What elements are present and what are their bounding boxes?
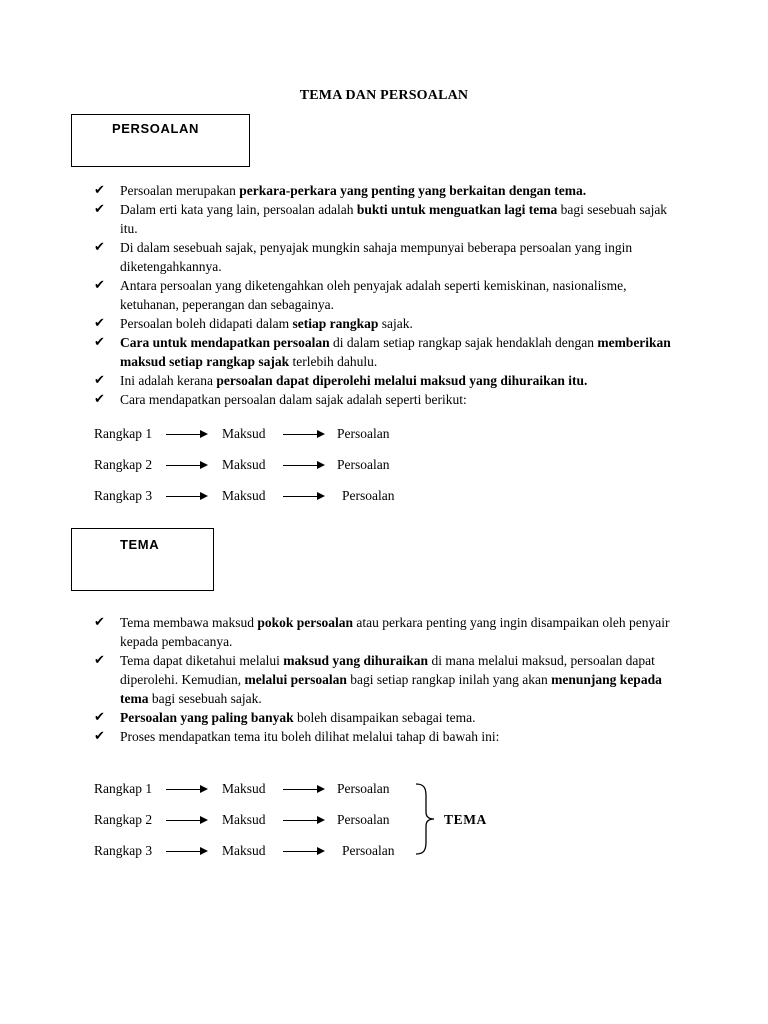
list-item [94,727,684,746]
text: sajak. [378,316,413,331]
text: bagi sesebuah sajak itu. [120,202,668,236]
persoalan-label: Persoalan [337,426,390,441]
list-item [94,333,684,371]
text: Cara mendapatkan persoalan dalam sajak adalah seperti berikut: [120,392,467,407]
arrow-right-icon [166,465,206,466]
text: Dalam erti kata yang lain, persoalan adalah [120,202,357,217]
rangkap-label: Rangkap 2 [94,812,153,827]
checkmark-icon: ✔ [94,392,105,407]
tema-list [94,613,684,746]
page-title: TEMA DAN PERSOALAN [299,88,469,103]
bold-text: melalui persoalan [244,672,347,687]
list-item [94,314,684,333]
rangkap-label: Rangkap 3 [94,488,153,503]
bold-text: Cara untuk mendapatkan persoalan [120,335,330,350]
checkmark-icon: ✔ [94,653,105,668]
rangkap-label: Rangkap 3 [94,843,153,858]
flow-row [94,486,434,506]
persoalan-label: Persoalan [337,812,390,827]
bold-text: maksud yang dihuraikan [283,653,429,668]
arrow-right-icon [166,851,206,852]
text: bagi sesebuah sajak. [148,691,262,706]
text: Ini adalah kerana [120,373,217,388]
flow-row [94,424,434,444]
checkmark-icon: ✔ [94,710,105,725]
checkmark-icon: ✔ [94,278,105,293]
flow-row [94,455,434,475]
persoalan-heading-label: PERSOALAN [112,121,200,136]
rangkap-label: Rangkap 1 [94,781,153,796]
bold-text: Persoalan yang paling banyak [120,710,294,725]
arrow-right-icon [166,820,206,821]
checkmark-icon: ✔ [94,729,105,744]
list-item [94,613,684,651]
checkmark-icon: ✔ [94,615,105,630]
arrow-right-icon [166,496,206,497]
text: Antara persoalan yang diketengahkan oleh penyajak adalah seperti kemiskinan, nasionalisme, ketuhanan, peperangan dan sebagainya. [120,278,627,312]
right-brace-icon [414,782,436,856]
bold-text: persoalan dapat diperolehi melalui maksud yang dihuraikan itu. [216,373,588,388]
maksud-label: Maksud [222,781,266,796]
text: Persoalan boleh didapati dalam [120,316,293,331]
checkmark-icon: ✔ [94,183,105,198]
checkmark-icon: ✔ [94,335,105,350]
arrow-right-icon [283,789,323,790]
flow-row [94,841,434,861]
list-item [94,390,684,409]
arrow-right-icon [166,789,206,790]
bold-text: perkara-perkara yang penting yang berkaitan dengan tema. [239,183,587,198]
persoalan-label: Persoalan [337,457,390,472]
text: Di dalam sesebuah sajak, penyajak mungkin sahaja mempunyai beberapa persoalan yang ingin diketengahkannya. [120,240,633,274]
list-item [94,200,684,238]
arrow-right-icon [283,465,323,466]
list-item [94,276,684,314]
persoalan-heading-box [71,114,250,167]
arrow-right-icon [283,820,323,821]
arrow-right-icon [166,434,206,435]
maksud-label: Maksud [222,843,266,858]
text: Tema dapat diketahui melalui [120,653,284,668]
bold-text: bukti untuk menguatkan lagi tema [356,202,558,217]
persoalan-label: Persoalan [337,781,390,796]
arrow-right-icon [283,851,323,852]
maksud-label: Maksud [222,812,266,827]
text: di dalam setiap rangkap sajak hendaklah dengan [329,335,598,350]
persoalan-label: Persoalan [342,843,395,858]
persoalan-list [94,181,684,409]
flow-row [94,810,434,830]
list-item [94,708,684,727]
bold-text: menunjang kepada tema [120,672,662,706]
rangkap-label: Rangkap 2 [94,457,153,472]
checkmark-icon: ✔ [94,373,105,388]
maksud-label: Maksud [222,426,266,441]
list-item [94,181,684,200]
bold-text: pokok persoalan [257,615,354,630]
tema-heading-box [71,528,214,591]
persoalan-label: Persoalan [342,488,395,503]
text: terlebih dahulu. [289,354,378,369]
list-item [94,651,684,708]
maksud-label: Maksud [222,457,266,472]
maksud-label: Maksud [222,488,266,503]
flow-row [94,779,434,799]
checkmark-icon: ✔ [94,316,105,331]
text: bagi setiap rangkap inilah yang akan [346,672,552,687]
text: atau perkara penting yang ingin disampaikan oleh penyair kepada pembacanya. [120,615,670,649]
text: Proses mendapatkan tema itu boleh dilihat melalui tahap di bawah ini: [120,729,500,744]
text: Persoalan merupakan [120,183,240,198]
bold-text: memberikan maksud setiap rangkap sajak [120,335,671,369]
text: Tema membawa maksud [120,615,258,630]
text: di mana melalui maksud, persoalan dapat diperolehi. Kemudian, [120,653,655,687]
bold-text: setiap rangkap [292,316,379,331]
rangkap-label: Rangkap 1 [94,426,153,441]
checkmark-icon: ✔ [94,240,105,255]
arrow-right-icon [283,434,323,435]
text: boleh disampaikan sebagai tema. [293,710,476,725]
tema-heading-label: TEMA [120,537,160,552]
checkmark-icon: ✔ [94,202,105,217]
list-item [94,371,684,390]
flow-result-tema: TEMA [444,812,487,827]
list-item [94,238,684,276]
arrow-right-icon [283,496,323,497]
